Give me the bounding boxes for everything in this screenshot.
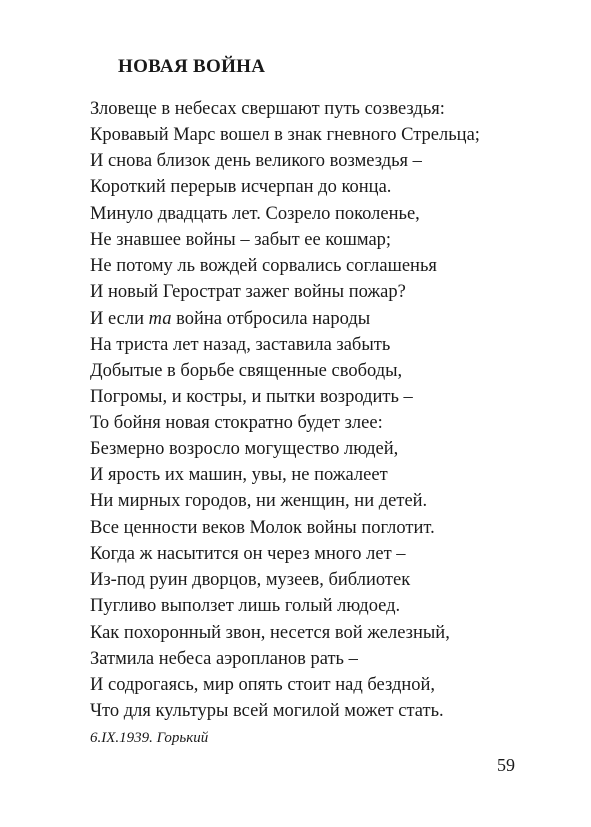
verse-line: То бойня новая стократно будет злее: [90,413,383,433]
verse-line: На триста лет назад, заставила забыть [90,335,391,355]
poem-title: НОВАЯ ВОЙНА [118,56,266,77]
verse-line: Кровавый Марс вошел в знак гневного Стрельца; [90,125,480,145]
verse-line: Когда ж насытится он через много лет – [90,544,406,564]
stanza-2 [90,201,437,305]
dateline: 6.IX.1939. Горький [90,730,209,746]
verse-line: Погромы, и костры, и пытки возродить – [90,387,413,407]
verse-line: Из-под руин дворцов, музеев, библиотек [90,570,411,590]
verse-line: Пугливо выползет лишь голый людоед. [90,596,401,616]
verse-line: И ярость их машин, увы, не пожалеет [90,465,388,485]
stanza-1 [90,96,480,200]
verse-line: И новый Герострат зажег войны пожар? [90,282,406,302]
verse-line: Короткий перерыв исчерпан до конца. [90,177,392,197]
verse-line: Безмерно возросло могущество людей, [90,439,399,459]
stanza-6 [90,620,450,724]
verse-line: Минуло двадцать лет. Созрело поколенье, [90,204,420,224]
page-number: 59 [497,755,515,775]
verse-line: И содрогаясь, мир опять стоит над бездной, [90,675,436,695]
italic-word: та [148,309,172,329]
verse-line: Не потому ль вождей сорвались соглашенья [90,256,437,276]
verse-line [90,306,413,332]
verse-line: Как похоронный звон, несется вой железный, [90,623,450,643]
verse-line: Не знавшее войны – забыт ее кошмар; [90,230,392,250]
verse-line: Все ценности веков Молок войны поглотит. [90,518,435,538]
stanza-4 [90,410,427,514]
verse-line: Зловеще в небесах свершают путь созвездья: [90,99,445,119]
verse-line: Затмила небеса аэропланов рать – [90,649,358,669]
verse-fragment: война отбросила народы [171,309,371,329]
verse-line: Что для культуры всей могилой может стать. [90,701,444,721]
stanza-5 [90,515,435,619]
stanza-3 [90,306,413,410]
verse-line: Ни мирных городов, ни женщин, ни детей. [90,491,428,511]
verse-line: Добытые в борьбе священные свободы, [90,361,403,381]
verse-line: И снова близок день великого возмездья – [90,151,422,171]
verse-fragment: И если [90,309,149,329]
